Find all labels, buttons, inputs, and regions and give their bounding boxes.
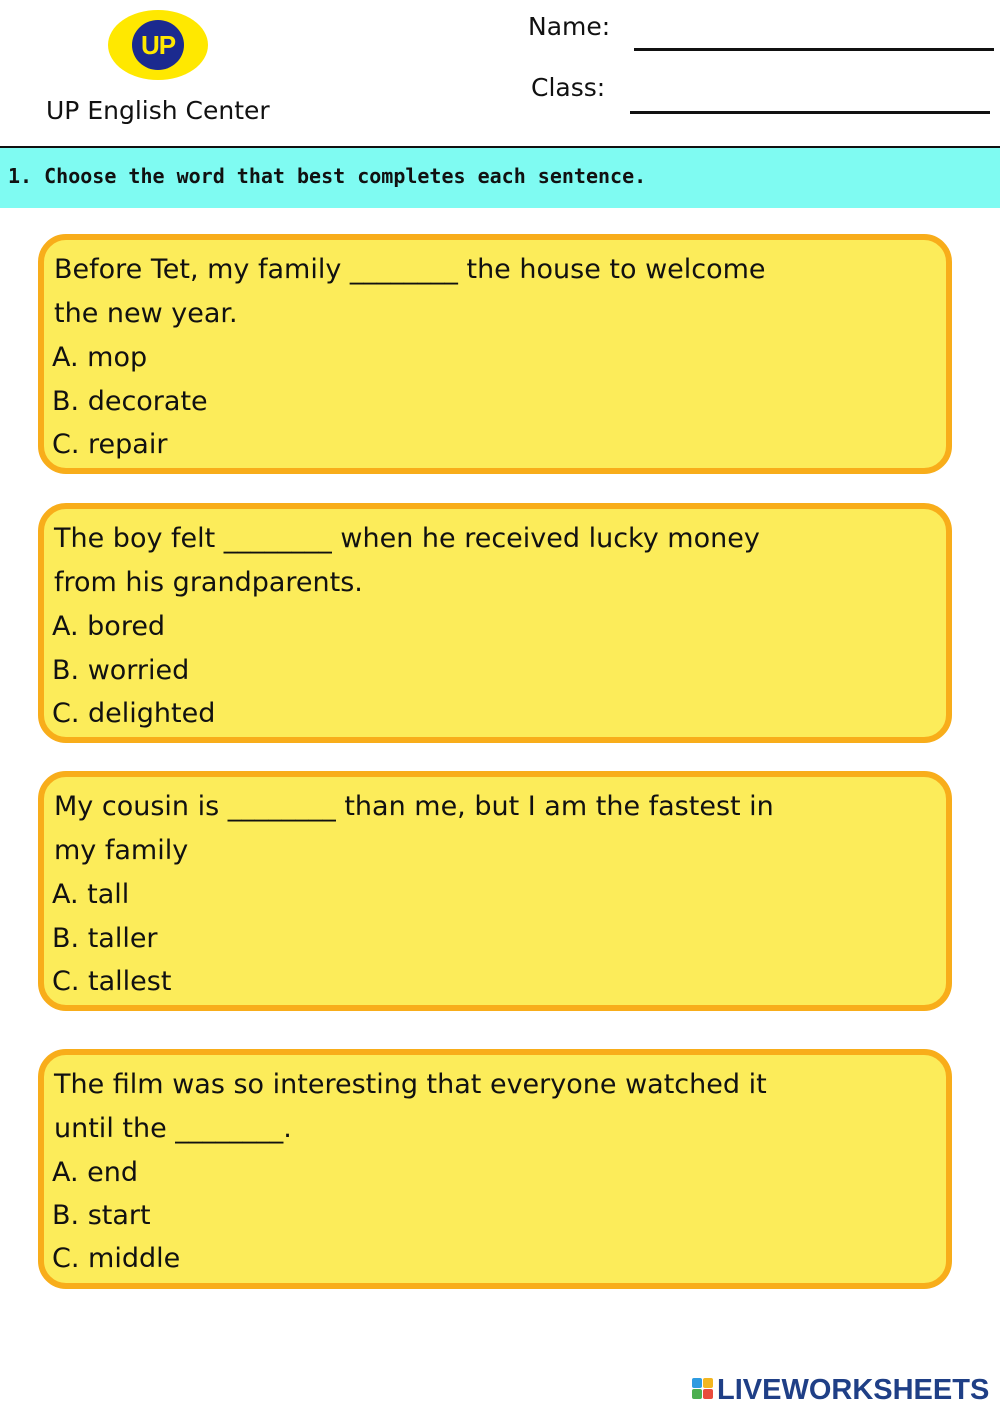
question-2-option-c[interactable]: C. delighted [52,698,216,729]
instruction-text: 1. Choose the word that best completes each sentence. [8,164,647,188]
question-1-stem-cont: the new year. [54,298,238,329]
question-2-stem-cont: from his grandparents. [54,567,363,598]
watermark-text: LIVEWORKSHEETS [717,1373,990,1406]
center-logo [108,10,208,80]
logo-oval [108,10,208,80]
question-2-option-a[interactable]: A. bored [52,611,166,642]
logo-mark: UP [132,20,184,70]
question-1-stem: Before Tet, my family ________ the house to welcome [54,254,766,285]
question-1-option-c[interactable]: C. repair [52,429,168,460]
question-1-option-a[interactable]: A. mop [52,342,148,373]
question-2-option-b[interactable]: B. worried [52,655,190,686]
question-3-stem-cont: my family [54,835,189,866]
question-4-stem: The film was so interesting that everyone watched it [54,1069,767,1100]
question-1-option-b[interactable]: B. decorate [52,386,208,417]
class-field[interactable] [630,111,990,114]
question-4-stem-cont: until the ________. [54,1113,292,1144]
question-4-option-b[interactable]: B. start [52,1200,151,1231]
name-field[interactable] [634,48,994,51]
question-3-stem: My cousin is ________ than me, but I am the fastest in [54,791,774,822]
center-name: UP English Center [46,96,270,125]
class-label: Class: [531,73,606,102]
question-3-option-a[interactable]: A. tall [52,879,130,910]
question-3-option-b[interactable]: B. taller [52,923,158,954]
liveworksheets-watermark [692,1374,989,1406]
name-label: Name: [528,12,611,41]
question-4-option-c[interactable]: C. middle [52,1243,181,1274]
question-2-stem: The boy felt ________ when he received lucky money [54,523,760,554]
question-4-option-a[interactable]: A. end [52,1157,139,1188]
question-3-option-c[interactable]: C. tallest [52,966,172,997]
liveworksheets-logo-icon [692,1378,714,1402]
